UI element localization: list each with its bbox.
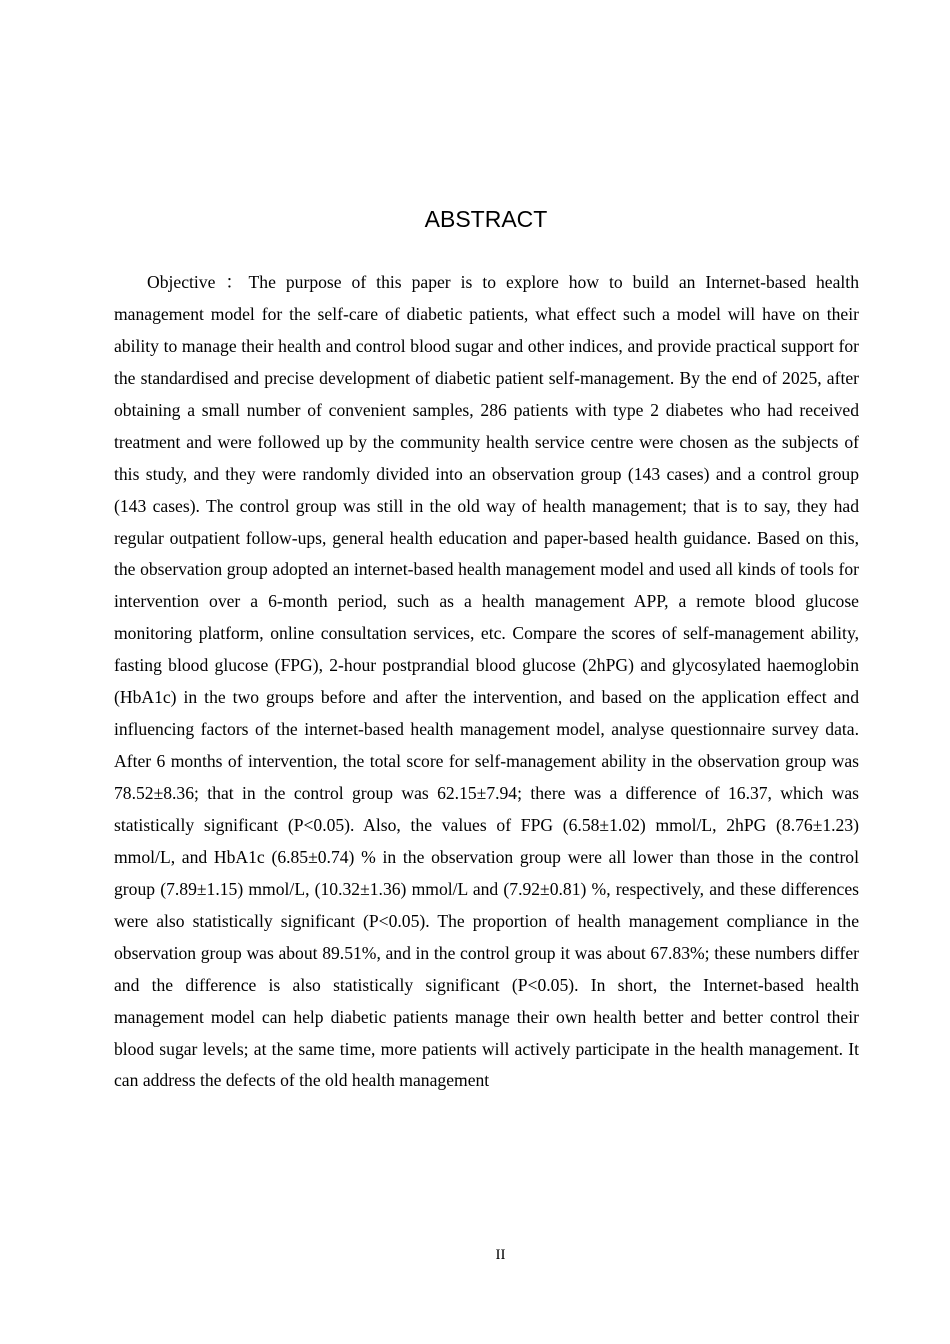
abstract-heading: ABSTRACT (424, 206, 548, 232)
abstract-paragraph: Objective ：The purpose of this paper is to explore how to build an Internet-based health management model for the self-care of diabetic patients, what effect such a model will have on their ability to manage their health and control blood sugar and other indices, and provide practical support for the standardised and precise development of diabetic patient self-management. By the end of 2025, after obtaining a small number of convenient samples, 286 patients with type 2 diabetes who had received treatment and were followed up by the community health service centre were chosen as the subjects of this study, and they were randomly divided into an observation group (143 cases) and a control group (143 cases). The control group was still in the old way of health management; that is to say, they had regular outpatient follow-ups, general health education and paper-based health guidance. Based on this, the observation group adopted an internet-based health management model and used all kinds of tools for intervention over a 6-month period, such as a health management APP, a remote blood glucose monitoring platform, online consultation services, etc. Compare the scores of self-management ability, fasting blood glucose (FPG), 2-hour postprandial blood glucose (2hPG) and glycosylated haemoglobin (HbA1c) in the two groups before and after the intervention, and based on the application effect and influencing factors of the internet-based health management model, analyse questionnaire survey data. After 6 months of intervention, the total score for self-management ability in the observation group was 78.52±8.36; that in the control group was 62.15±7.94; there was a difference of 16.37, which was statistically significant (P<0.05). Also, the values of FPG (6.58±1.02) mmol/L, 2hPG (8.76±1.23) mmol/L, and HbA1c (6.85±0.74) % in the observation group were all lower than those in the control group (7.89±1.15) mmol/L, (10.32±1.36) mmol/L and (7.92±0.81) %, respectively, and these differences were also statistically significant (P<0.05). The proportion of health management compliance in the observation group was about 89.51%, and in the control group it was about 67.83%; these numbers differ and the difference is also statistically significant (P<0.05). In short, the Internet-based health management model can help diabetic patients manage their own health better and better control their blood sugar levels; at the same time, more patients will actively participate in the health management. It can address the defects of the old health management (114, 272, 859, 1091)
page-number: II (495, 1247, 506, 1263)
